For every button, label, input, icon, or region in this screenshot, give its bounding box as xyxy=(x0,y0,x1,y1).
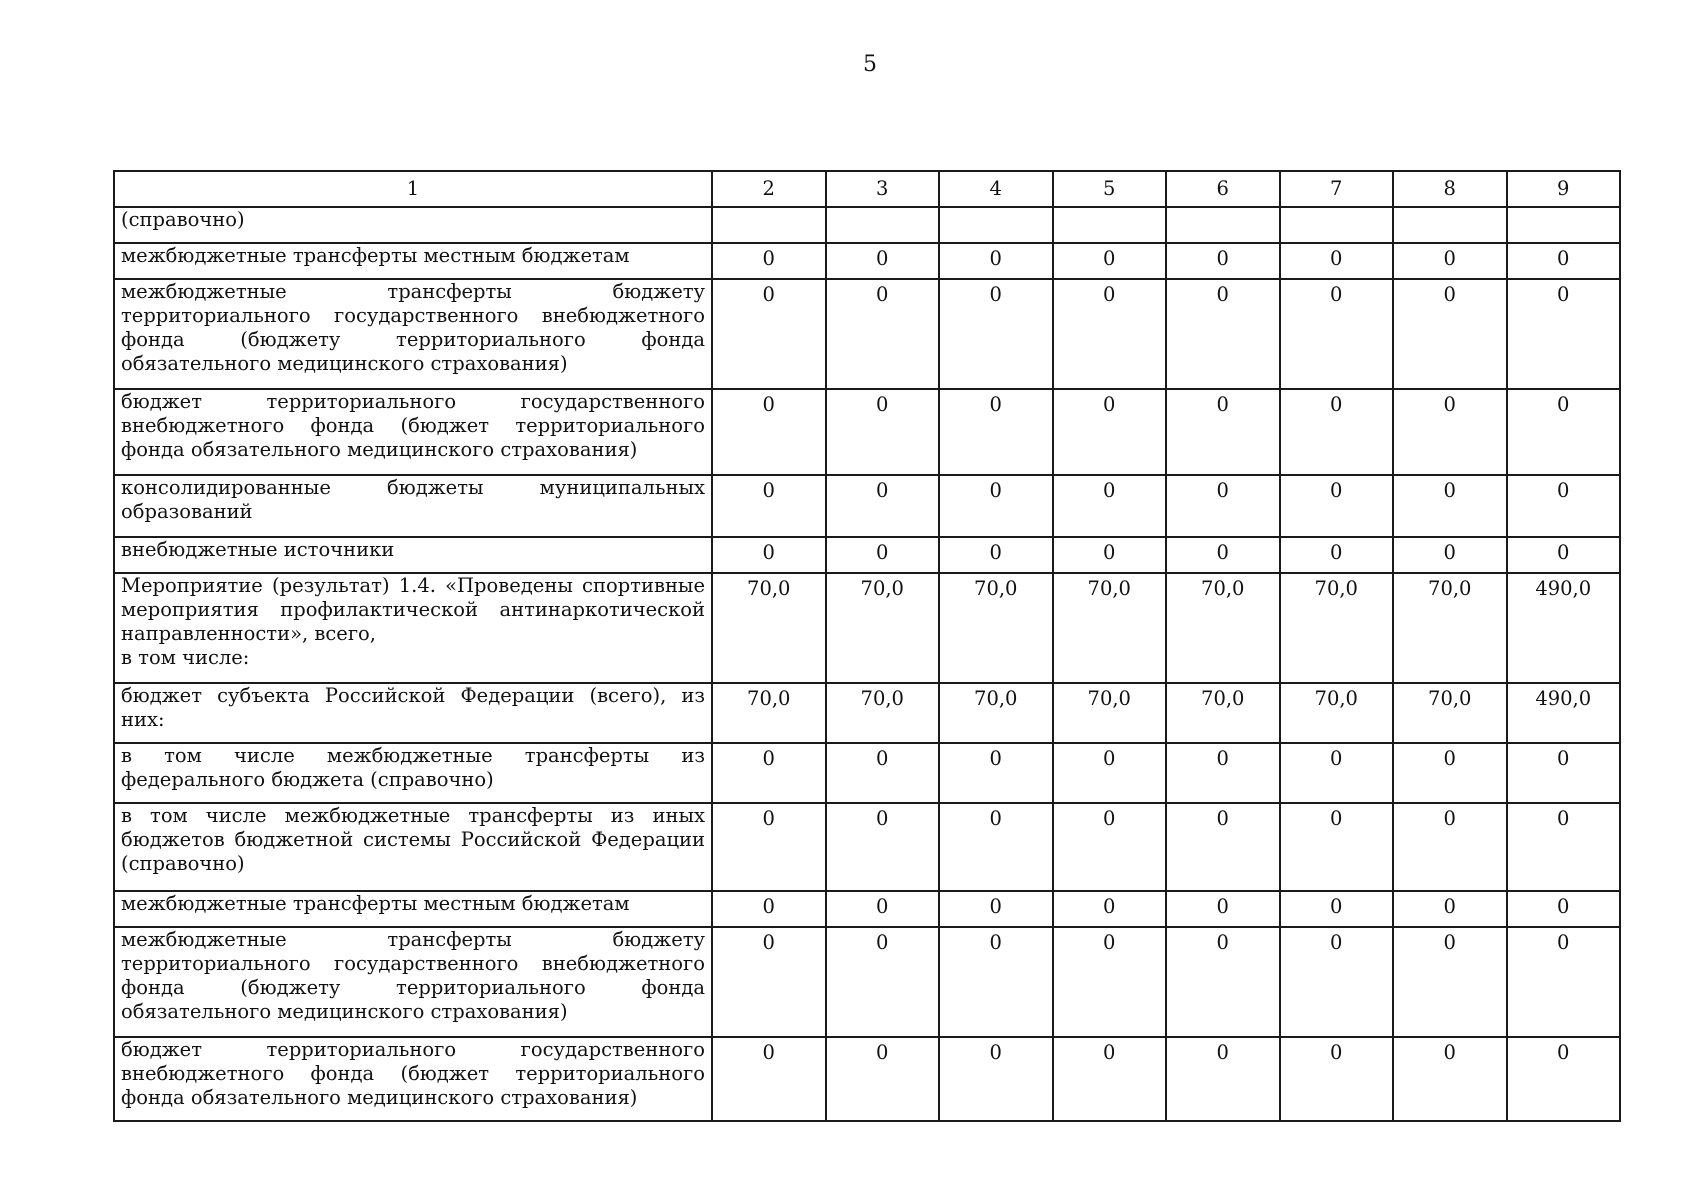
value-cell-col-6: 70,0 xyxy=(1166,573,1280,683)
table-row xyxy=(114,743,1620,803)
value-cell-col-2: 0 xyxy=(712,243,826,279)
value-cell-col-9 xyxy=(1507,207,1621,243)
table-row xyxy=(114,537,1620,573)
value-cell-col-9: 0 xyxy=(1507,279,1621,389)
value-cell-col-5: 0 xyxy=(1053,803,1167,891)
column-header-4: 4 xyxy=(939,171,1053,207)
value-cell-col-4: 0 xyxy=(939,743,1053,803)
value-cell-col-8 xyxy=(1393,207,1507,243)
value-cell-col-7: 0 xyxy=(1280,803,1394,891)
value-cell-col-7: 0 xyxy=(1280,743,1394,803)
column-header-7: 7 xyxy=(1280,171,1394,207)
value-cell-col-7: 0 xyxy=(1280,537,1394,573)
value-cell-col-3: 0 xyxy=(826,803,940,891)
value-cell-col-4: 0 xyxy=(939,1037,1053,1121)
value-cell-col-5: 0 xyxy=(1053,279,1167,389)
value-cell-col-7: 0 xyxy=(1280,389,1394,475)
value-cell-col-7: 0 xyxy=(1280,891,1394,927)
value-cell-col-5: 0 xyxy=(1053,243,1167,279)
value-cell-col-7 xyxy=(1280,207,1394,243)
value-cell-col-8: 0 xyxy=(1393,475,1507,537)
value-cell-col-5: 0 xyxy=(1053,475,1167,537)
value-cell-col-2: 0 xyxy=(712,279,826,389)
page-number: 5 xyxy=(863,52,877,77)
value-cell-col-7: 0 xyxy=(1280,243,1394,279)
budget-table xyxy=(113,170,1621,1122)
value-cell-col-8: 0 xyxy=(1393,537,1507,573)
value-cell-col-7: 70,0 xyxy=(1280,683,1394,743)
row-label: межбюджетные трансферты местным бюджетам xyxy=(114,891,712,927)
value-cell-col-8: 0 xyxy=(1393,1037,1507,1121)
value-cell-col-6: 0 xyxy=(1166,475,1280,537)
row-label: бюджет субъекта Российской Федерации (всего), из них: xyxy=(114,683,712,743)
value-cell-col-6: 0 xyxy=(1166,1037,1280,1121)
row-label: Мероприятие (результат) 1.4. «Проведены спортивные мероприятия профилактической антинаркотической направленности», всего, в том числе: xyxy=(114,573,712,683)
value-cell-col-2: 70,0 xyxy=(712,573,826,683)
table-row xyxy=(114,279,1620,389)
row-label: (справочно) xyxy=(114,207,712,243)
value-cell-col-3: 0 xyxy=(826,475,940,537)
value-cell-col-7: 0 xyxy=(1280,927,1394,1037)
row-label: бюджет территориального государственного внебюджетного фонда (бюджет территориального фонда обязательного медицинского страхования) xyxy=(114,1037,712,1121)
value-cell-col-3: 70,0 xyxy=(826,683,940,743)
value-cell-col-2: 0 xyxy=(712,891,826,927)
value-cell-col-6: 0 xyxy=(1166,243,1280,279)
value-cell-col-5: 0 xyxy=(1053,1037,1167,1121)
value-cell-col-7: 0 xyxy=(1280,279,1394,389)
value-cell-col-3: 0 xyxy=(826,927,940,1037)
value-cell-col-9: 0 xyxy=(1507,891,1621,927)
value-cell-col-3: 0 xyxy=(826,743,940,803)
table-row xyxy=(114,1037,1620,1121)
value-cell-col-8: 0 xyxy=(1393,891,1507,927)
value-cell-col-6: 70,0 xyxy=(1166,683,1280,743)
value-cell-col-4: 0 xyxy=(939,537,1053,573)
value-cell-col-3: 0 xyxy=(826,891,940,927)
value-cell-col-8: 0 xyxy=(1393,279,1507,389)
table-row xyxy=(114,683,1620,743)
value-cell-col-6: 0 xyxy=(1166,537,1280,573)
table-body xyxy=(114,207,1620,1121)
value-cell-col-8: 0 xyxy=(1393,803,1507,891)
value-cell-col-5: 0 xyxy=(1053,743,1167,803)
value-cell-col-7: 0 xyxy=(1280,475,1394,537)
value-cell-col-2: 0 xyxy=(712,927,826,1037)
value-cell-col-8: 70,0 xyxy=(1393,683,1507,743)
value-cell-col-3 xyxy=(826,207,940,243)
row-label: бюджет территориального государственного внебюджетного фонда (бюджет территориального фонда обязательного медицинского страхования) xyxy=(114,389,712,475)
header-row xyxy=(114,171,1620,207)
value-cell-col-6: 0 xyxy=(1166,803,1280,891)
value-cell-col-9: 0 xyxy=(1507,927,1621,1037)
value-cell-col-3: 0 xyxy=(826,279,940,389)
value-cell-col-4: 0 xyxy=(939,389,1053,475)
table-row xyxy=(114,927,1620,1037)
table-row xyxy=(114,207,1620,243)
value-cell-col-7: 0 xyxy=(1280,1037,1394,1121)
value-cell-col-8: 0 xyxy=(1393,389,1507,475)
value-cell-col-9: 0 xyxy=(1507,1037,1621,1121)
row-label: межбюджетные трансферты бюджету территориального государственного внебюджетного фонда (бюджету территориального фонда обязательного медицинского страхования) xyxy=(114,279,712,389)
row-label: в том числе межбюджетные трансферты из иных бюджетов бюджетной системы Российской Федерации (справочно) xyxy=(114,803,712,891)
column-header-9: 9 xyxy=(1507,171,1621,207)
row-label: консолидированные бюджеты муниципальных образований xyxy=(114,475,712,537)
value-cell-col-5 xyxy=(1053,207,1167,243)
value-cell-col-4: 0 xyxy=(939,475,1053,537)
value-cell-col-8: 0 xyxy=(1393,927,1507,1037)
value-cell-col-9: 490,0 xyxy=(1507,573,1621,683)
value-cell-col-8: 70,0 xyxy=(1393,573,1507,683)
column-header-6: 6 xyxy=(1166,171,1280,207)
value-cell-col-3: 0 xyxy=(826,1037,940,1121)
value-cell-col-4: 70,0 xyxy=(939,683,1053,743)
value-cell-col-4: 0 xyxy=(939,891,1053,927)
value-cell-col-4: 70,0 xyxy=(939,573,1053,683)
table-row xyxy=(114,389,1620,475)
value-cell-col-4 xyxy=(939,207,1053,243)
column-header-2: 2 xyxy=(712,171,826,207)
value-cell-col-6: 0 xyxy=(1166,279,1280,389)
value-cell-col-5: 70,0 xyxy=(1053,573,1167,683)
value-cell-col-6: 0 xyxy=(1166,927,1280,1037)
value-cell-col-3: 70,0 xyxy=(826,573,940,683)
table-row xyxy=(114,573,1620,683)
column-header-8: 8 xyxy=(1393,171,1507,207)
value-cell-col-9: 0 xyxy=(1507,803,1621,891)
value-cell-col-2: 0 xyxy=(712,803,826,891)
value-cell-col-8: 0 xyxy=(1393,243,1507,279)
table-row xyxy=(114,803,1620,891)
table-row xyxy=(114,475,1620,537)
value-cell-col-5: 0 xyxy=(1053,537,1167,573)
value-cell-col-2: 0 xyxy=(712,389,826,475)
row-label: в том числе межбюджетные трансферты из федерального бюджета (справочно) xyxy=(114,743,712,803)
value-cell-col-3: 0 xyxy=(826,389,940,475)
value-cell-col-2: 0 xyxy=(712,537,826,573)
column-header-3: 3 xyxy=(826,171,940,207)
value-cell-col-9: 0 xyxy=(1507,243,1621,279)
value-cell-col-4: 0 xyxy=(939,927,1053,1037)
value-cell-col-5: 70,0 xyxy=(1053,683,1167,743)
value-cell-col-8: 0 xyxy=(1393,743,1507,803)
value-cell-col-6: 0 xyxy=(1166,743,1280,803)
value-cell-col-5: 0 xyxy=(1053,389,1167,475)
value-cell-col-5: 0 xyxy=(1053,927,1167,1037)
value-cell-col-6: 0 xyxy=(1166,891,1280,927)
row-label: межбюджетные трансферты бюджету территориального государственного внебюджетного фонда (бюджету территориального фонда обязательного медицинского страхования) xyxy=(114,927,712,1037)
column-header-1: 1 xyxy=(114,171,712,207)
value-cell-col-2: 0 xyxy=(712,743,826,803)
value-cell-col-2: 70,0 xyxy=(712,683,826,743)
value-cell-col-4: 0 xyxy=(939,243,1053,279)
table-row xyxy=(114,243,1620,279)
row-label: внебюджетные источники xyxy=(114,537,712,573)
table-row xyxy=(114,891,1620,927)
value-cell-col-3: 0 xyxy=(826,537,940,573)
value-cell-col-7: 70,0 xyxy=(1280,573,1394,683)
value-cell-col-9: 0 xyxy=(1507,475,1621,537)
column-header-5: 5 xyxy=(1053,171,1167,207)
value-cell-col-5: 0 xyxy=(1053,891,1167,927)
value-cell-col-3: 0 xyxy=(826,243,940,279)
value-cell-col-6: 0 xyxy=(1166,389,1280,475)
value-cell-col-6 xyxy=(1166,207,1280,243)
row-label: межбюджетные трансферты местным бюджетам xyxy=(114,243,712,279)
value-cell-col-4: 0 xyxy=(939,803,1053,891)
value-cell-col-9: 0 xyxy=(1507,389,1621,475)
value-cell-col-4: 0 xyxy=(939,279,1053,389)
value-cell-col-2: 0 xyxy=(712,475,826,537)
value-cell-col-2 xyxy=(712,207,826,243)
value-cell-col-9: 0 xyxy=(1507,743,1621,803)
value-cell-col-2: 0 xyxy=(712,1037,826,1121)
value-cell-col-9: 0 xyxy=(1507,537,1621,573)
value-cell-col-9: 490,0 xyxy=(1507,683,1621,743)
